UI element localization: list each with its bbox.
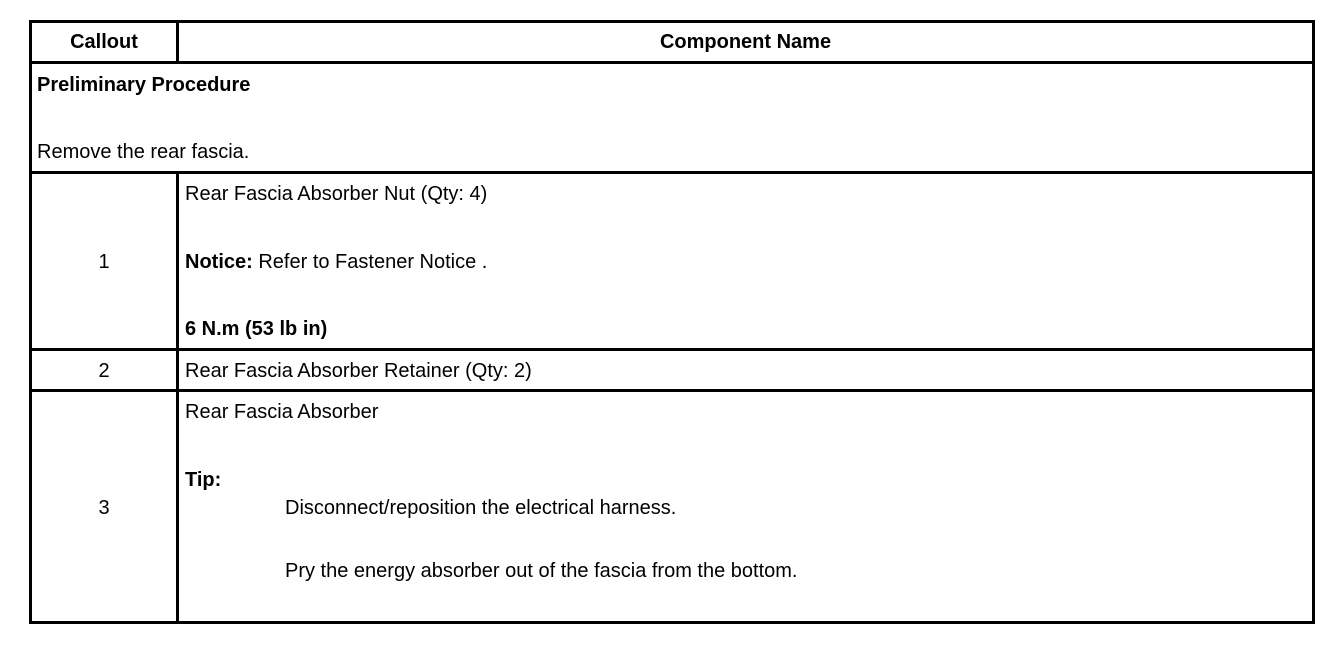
header-component-name: Component Name [659,31,832,53]
notice-text: Refer to Fastener Notice . [252,251,488,273]
header-component-cell [179,23,1312,61]
tip-item: Pry the energy absorber out of the fascia from the bottom. [285,560,798,582]
callout-number: 3 [98,497,110,519]
tip-item: Disconnect/reposition the electrical harness. [285,497,677,519]
callout-cell-2 [32,351,179,389]
header-callout-cell [32,23,179,61]
component-name: Rear Fascia Absorber Retainer (Qty: 2) [185,360,532,382]
table-row-3 [32,392,1312,621]
component-cell-1 [179,174,1312,348]
callout-cell-3 [32,392,179,621]
table-header-row [32,23,1312,64]
torque-spec: 6 N.m (53 lb in) [185,318,328,340]
preliminary-heading: Preliminary Procedure [37,74,251,96]
table-row-2 [32,351,1312,392]
callout-number: 2 [98,360,110,382]
component-name: Rear Fascia Absorber Nut (Qty: 4) [185,183,488,205]
preliminary-procedure-row [32,64,1312,174]
callout-cell-1 [32,174,179,348]
component-cell-3 [179,392,1312,621]
preliminary-text: Remove the rear fascia. [37,141,250,163]
tip-label: Tip: [185,469,222,491]
table-row-1 [32,174,1312,351]
component-name: Rear Fascia Absorber [185,401,379,423]
notice-label: Notice: [185,251,253,273]
notice-line [185,250,487,274]
component-cell-2 [179,351,1312,389]
procedure-table [29,20,1315,624]
callout-number: 1 [98,251,110,273]
header-callout: Callout [70,31,138,53]
